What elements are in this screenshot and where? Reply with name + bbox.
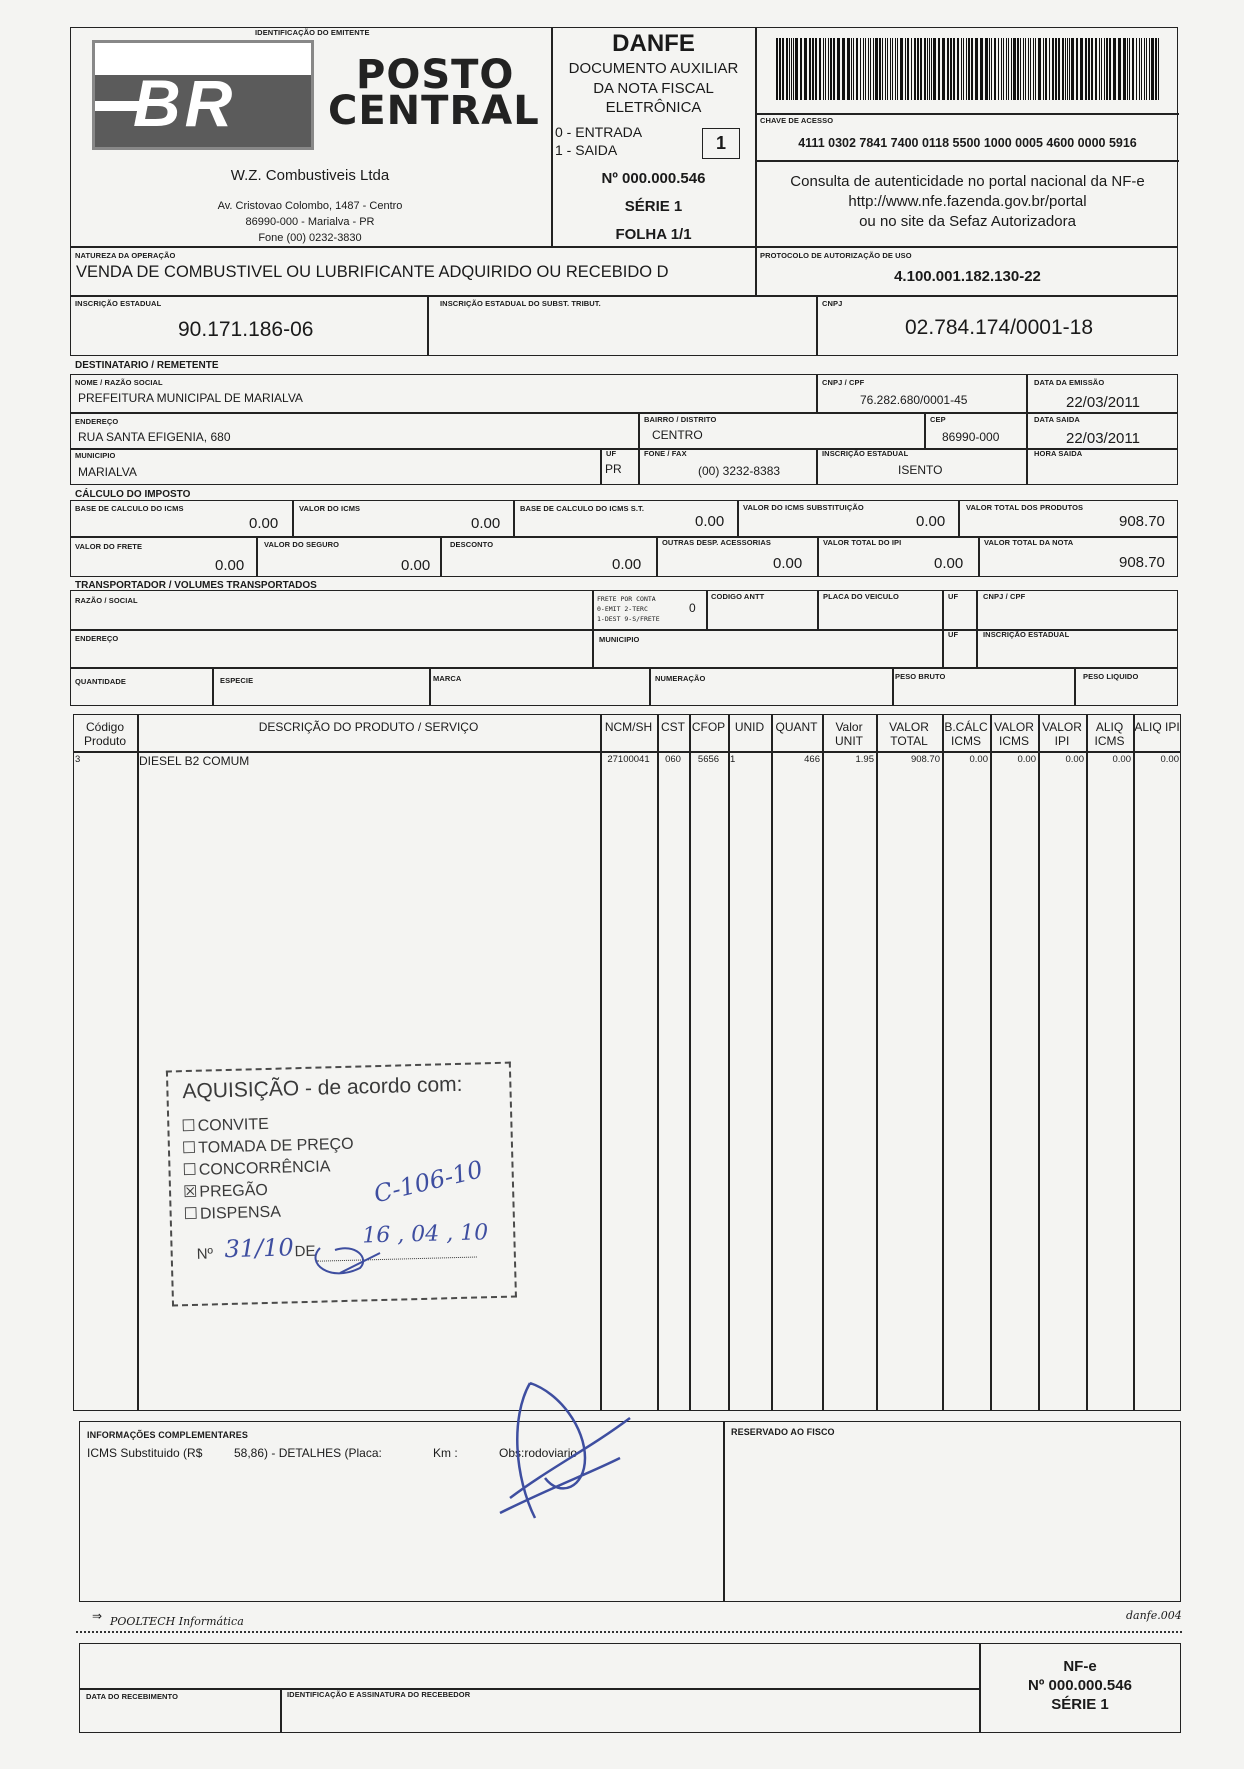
tax-section-label: CÁLCULO DO IMPOSTO [75,489,191,500]
barcode-bar [998,38,999,100]
barcode-bar [1023,38,1024,100]
operation-type-value: 1 [715,133,726,153]
barcode-bar [885,38,886,100]
ipi-total-value: 0.00 [934,555,964,572]
barcode-bar [1033,38,1034,100]
danfe-subtitle1: DOCUMENTO AUXILIAR [568,60,739,77]
cell-code: 3 [75,754,81,765]
barcode-bar [1030,38,1031,100]
column-header-ipi-value: VALOR IPI [1042,720,1082,748]
operation-type-box [702,128,740,159]
ie-value: 90.171.186-06 [178,318,314,341]
stamp-option-label: DISPENSA [199,1203,282,1223]
barcode-bar [1146,38,1147,100]
column-header-unit-value: Valor UNIT [835,720,863,748]
column-header-cst: CST [661,720,685,734]
barcode-bar [776,38,778,100]
barcode-bar [991,38,992,100]
products-total-label: VALOR TOTAL DOS PRODUTOS [966,503,1084,512]
info-label: INFORMAÇÕES COMPLEMENTARES [87,1430,248,1440]
barcode-bar [1071,38,1074,100]
brand-label: MARCA [433,674,462,683]
consult-line1: Consulta de autenticidade no portal nacional da NF-e [790,173,1145,190]
carrier-uf2-label: UF [948,630,959,639]
barcode-bar [819,38,821,100]
ie-st-label: INSCRIÇÃO ESTADUAL DO SUBST. TRIBUT. [440,299,601,308]
barcode-bar [1144,38,1145,100]
logo-text: BR [133,66,237,140]
cell-unit-value: 1.95 [855,754,874,765]
cell-quantity: 466 [804,754,820,765]
stamp-option [183,1180,268,1202]
barcode-bar [1067,38,1068,100]
column-header-icms-value: VALOR ICMS [994,720,1034,748]
cep-label: CEP [930,415,946,424]
cell-ipi-rate: 0.00 [1160,754,1179,765]
access-key-value: 4111 0302 7841 7400 0118 5500 1000 0005 4600 0000 5916 [798,136,1137,150]
stamp-option-label: CONVITE [197,1115,270,1135]
cell-total-value: 908.70 [910,754,940,765]
stamp-checkbox: ☒ [182,1183,198,1202]
nature-label: NATUREZA DA OPERAÇÃO [75,251,176,260]
company-name: W.Z. Combustiveis Ltda [230,167,390,184]
carrier-city-label: MUNICIPIO [599,635,640,644]
invoice-sheet: FOLHA 1/1 [615,226,692,243]
barcode-bar [1043,38,1044,100]
barcode-bar [1113,38,1116,100]
info-text4: Obs:rodoviario [499,1446,578,1460]
danfe-subtitle3: ELETRÔNICA [605,99,702,116]
barcode-bar [1109,38,1111,100]
barcode-bar [1141,38,1142,100]
info-text3: Km : [433,1446,458,1460]
nfe-number: Nº 000.000.546 [1028,1677,1132,1694]
barcode-bar [1085,38,1087,100]
net-weight-label: PESO LIQUIDO [1083,672,1139,681]
stamp-title: AQUISIÇÃO - de acordo com: [182,1072,463,1104]
recipient-section-label: DESTINATARIO / REMETENTE [75,360,219,371]
barcode-bar [897,38,898,100]
stamp-handwritten-date: 16 , 04 , 10 [361,1220,489,1249]
barcode-bar [907,38,909,100]
carrier-address-label: ENDEREÇO [75,634,119,643]
icms-value: 0.00 [471,515,501,532]
cell-unit: 1 [730,754,736,765]
barcode-bar [911,38,912,100]
barcode-bar [1062,38,1064,100]
recipient-cnpj-value: 76.282.680/0001-45 [860,393,968,407]
barcode-bar [863,38,864,100]
carrier-uf-label: UF [948,592,959,601]
barcode-bar [800,38,802,100]
protocol-label: PROTOCOLO DE AUTORIZAÇÃO DE USO [760,251,912,260]
barcode-bar [847,38,850,100]
barcode-bar [1011,38,1012,100]
barcode-bar [1091,38,1093,100]
recipient-cnpj-label: CNPJ / CPF [822,378,865,387]
exit-time-label: HORA SAIDA [1034,449,1083,458]
cell-icms-rate: 0.00 [1112,754,1131,765]
bc-icms-value: 0.00 [249,515,279,532]
barcode-bar [931,38,932,100]
barcode-bar [900,38,903,100]
danfe-title: DANFE [612,30,695,57]
barcode-bar [1076,38,1078,100]
invoice-total-label: VALOR TOTAL DA NOTA [984,538,1074,547]
barcode-bar [933,38,936,100]
stamp-checkbox: ☐ [181,1117,196,1136]
barcode-bar [865,38,866,100]
freight-mode-value: 0 [689,601,696,615]
column-header-icms-rate: ALIQ ICMS [1094,720,1125,748]
carrier-cnpj-label: CNPJ / CPF [983,592,1026,601]
barcode-bar [1003,38,1004,100]
barcode-bar [873,38,874,100]
barcode-bar [1139,38,1140,100]
barcode-bar [1013,38,1016,100]
barcode-bar [1045,38,1047,100]
barcode-bar [1058,38,1060,100]
barcode-bar [882,38,883,100]
receipt-signature-label: IDENTIFICAÇÃO E ASSINATURA DO RECEBEDOR [287,1690,471,1699]
barcode-bar [870,38,871,100]
consult-line2: http://www.nfe.fazenda.gov.br/portal [848,193,1087,210]
uf-label: UF [606,449,617,458]
phone-value: (00) 3232-8383 [698,464,781,478]
exit-date-value: 22/03/2011 [1066,430,1140,447]
barcode-bar [779,38,781,100]
city-label: MUNICIPIO [75,451,116,460]
brand-line2: CENTRAL [328,88,540,134]
exit-date-label: DATA SAIDA [1034,415,1080,424]
barcode-bar [823,38,824,100]
plate-label: PLACA DO VEICULO [823,592,899,601]
numbering-label: NUMERAÇÃO [655,674,706,683]
consult-line3: ou no site da Sefaz Autorizadora [859,213,1076,230]
other-expenses-label: OUTRAS DESP. ACESSORIAS [662,538,771,547]
barcode-bar [795,38,798,100]
barcode-bar [1065,38,1066,100]
exit-option: 1 - SAIDA [555,142,618,158]
barcode-bar [938,38,940,100]
company-phone: Fone (00) 0232-3830 [258,232,362,244]
barcode-bar [947,38,949,100]
freight-mode-line3: 1-DEST 9-S/FRETE [597,615,660,623]
barcode-bar [789,38,790,100]
bc-st-value: 0.00 [695,513,725,530]
company-address1: Av. Cristovao Colombo, 1487 - Centro [217,200,403,212]
district-label: BAIRRO / DISTRITO [644,415,717,424]
column-header-unit: UNID [734,720,765,734]
barcode-bar [1132,38,1134,100]
barcode-bar [1099,38,1100,100]
barcode-bar [914,38,916,100]
recipient-address-label: ENDEREÇO [75,417,119,426]
stamp-option-label: TOMADA DE PREÇO [198,1135,354,1157]
nfe-series: SÉRIE 1 [1051,1696,1109,1713]
barcode-bar [985,38,988,100]
icms-st-label: VALOR DO ICMS SUBSTITUIÇÃO [743,503,864,512]
barcode-bar [1038,38,1041,100]
column-header-ncm: NCM/SH [604,720,653,734]
barcode-bar [786,38,788,100]
stamp-option [182,1156,330,1180]
invoice-total-value: 908.70 [1119,554,1165,571]
barcode-bar [1127,38,1128,100]
insurance-label: VALOR DO SEGURO [264,540,340,549]
cnpj-value: 02.784.174/0001-18 [905,316,1094,339]
recipient-name-value: PREFEITURA MUNICIPAL DE MARIALVA [78,391,303,405]
barcode-bar [828,38,829,100]
stamp-checkbox: ☐ [181,1139,197,1158]
info-text2: 58,86) - DETALHES (Placa: [234,1446,382,1460]
barcode-bar [971,38,973,100]
protocol-value: 4.100.001.182.130-22 [894,268,1041,285]
column-header-ipi-rate: ALIQ IPI [1134,720,1180,734]
barcode-bar [875,38,878,100]
company-address2: 86990-000 - Marialva - PR [245,216,375,228]
info-text1: ICMS Substituido (R$ [87,1446,203,1460]
barcode-bar [851,38,852,100]
freight-mode-line1: FRETE POR CONTA [597,595,656,603]
stamp-number-prefix: Nº [196,1245,214,1263]
recipient-address-value: RUA SANTA EFIGENIA, 680 [78,430,231,444]
barcode-bar [924,38,926,100]
barcode-bar [1129,38,1130,100]
barcode-bar [989,38,990,100]
stamp-handwritten-ref: C-106-10 [371,1155,486,1209]
barcode-bar [812,38,814,100]
barcode-bar [791,38,792,100]
stamp-signature-scribble [300,1228,390,1288]
barcode-bar [953,38,955,100]
barcode-bar [793,38,794,100]
emitter-section-label: IDENTIFICAÇÃO DO EMITENTE [255,28,370,37]
barcode-bar [809,38,811,100]
transport-section-label: TRANSPORTADOR / VOLUMES TRANSPORTADOS [75,580,317,591]
stamp-handwritten-number: 31/10 [224,1233,295,1264]
receipt-date-label: DATA DO RECEBIMENTO [86,1692,179,1701]
barcode-bar [1158,38,1159,100]
freight-value: 0.00 [215,557,245,574]
barcode-bar [1095,38,1097,100]
other-expenses-value: 0.00 [773,555,803,572]
bc-icms-label: BASE DE CALCULO DO ICMS [75,504,184,513]
barcode-bar [879,38,881,100]
access-key-label: CHAVE DE ACESSO [760,116,834,125]
issue-date-value: 22/03/2011 [1066,394,1140,411]
district-value: CENTRO [652,428,703,442]
ipi-total-label: VALOR TOTAL DO IPI [823,538,902,547]
cut-line [76,1631,1182,1633]
city-value: MARIALVA [78,465,137,479]
barcode-bar [895,38,896,100]
cell-ncm: 27100041 [607,754,650,765]
barcode-bar [782,38,784,100]
barcode-bar [961,38,962,100]
barcode-bar [1151,38,1154,100]
barcode-bar [929,38,930,100]
antt-label: CODIGO ANTT [711,592,765,601]
stamp-checkbox: ☐ [182,1161,198,1180]
barcode-bar [825,38,826,100]
barcode-bar [868,38,869,100]
software-icon: ⇒ [92,1609,103,1623]
barcode-bar [1020,38,1021,100]
invoice-series: SÉRIE 1 [624,198,683,215]
barcode-bar [1155,38,1157,100]
fisco-label: RESERVADO AO FISCO [731,1427,835,1437]
invoice-number: Nº 000.000.546 [601,170,706,187]
carrier-ie-label: INSCRIÇÃO ESTADUAL [983,630,1070,639]
species-label: ESPECIE [220,676,254,685]
barcode-bar [890,38,891,100]
column-header-description: DESCRIÇÃO DO PRODUTO / SERVIÇO [258,720,479,734]
barcode-bar [892,38,893,100]
barcode-bar [1136,38,1137,100]
freight-mode-line2: 0-EMIT 2-TERC [597,605,648,613]
carrier-name-label: RAZÃO / SOCIAL [75,596,138,605]
cell-bc-icms: 0.00 [969,754,988,765]
form-code: danfe.004 [1126,1609,1182,1622]
barcode-bar [1035,38,1036,100]
barcode-bar [1106,38,1108,100]
barcode-bar [1118,38,1121,100]
barcode-bar [1008,38,1009,100]
column-header-cfop: CFOP [691,720,726,734]
gross-weight-label: PESO BRUTO [895,672,946,681]
cell-ipi-value: 0.00 [1065,754,1084,765]
barcode-bar [1104,38,1105,100]
barcode-bar [1017,38,1019,100]
barcode-bar [1149,38,1150,100]
recipient-ie-label: INSCRIÇÃO ESTADUAL [822,449,909,458]
access-key-barcode [776,38,1159,100]
barcode-bar [927,38,928,100]
barcode-bar [942,38,945,100]
stamp-option-label: PREGÃO [199,1181,269,1201]
barcode-bar [837,38,840,100]
barcode-bar [1101,38,1102,100]
barcode-bar [815,38,817,100]
discount-label: DESCONTO [450,540,494,549]
phone-label: FONE / FAX [644,449,687,458]
barcode-bar [950,38,952,100]
barcode-bar [1001,38,1002,100]
barcode-bar [1080,38,1083,100]
freight-label: VALOR DO FRETE [75,542,143,551]
issue-date-label: DATA DA EMISSÃO [1034,378,1105,387]
stamp-option [181,1114,269,1136]
ie-label: INSCRIÇÃO ESTADUAL [75,299,162,308]
br-logo [92,40,314,150]
barcode-bar [968,38,970,100]
software-credit: POOLTECH Informática [110,1615,244,1628]
cell-description: DIESEL B2 COMUM [139,754,250,768]
cell-cfop: 5656 [697,754,720,765]
icms-st-value: 0.00 [916,513,946,530]
icms-label: VALOR DO ICMS [299,504,361,513]
quantity-label: QUANTIDADE [75,677,126,686]
column-header-bc-icms: B.CÁLC ICMS [944,720,988,748]
barcode-bar [1025,38,1026,100]
barcode-bar [860,38,861,100]
barcode-bar [1052,38,1054,100]
column-header-total-value: VALOR TOTAL [889,720,929,748]
barcode-bar [994,38,996,100]
barcode-bar [853,38,854,100]
stamp-date-prefix: DE [294,1242,316,1261]
cell-icms-value: 0.00 [1017,754,1036,765]
brand-line1: POSTO [356,52,515,98]
cep-value: 86990-000 [942,430,1000,444]
bc-st-label: BASE DE CALCULO DO ICMS S.T. [520,504,645,513]
cnpj-label: CNPJ [822,299,843,308]
barcode-bar [804,38,807,100]
barcode-bar [957,38,959,100]
entry-option: 0 - ENTRADA [555,124,643,140]
stamp-option-label: CONCORRÊNCIA [198,1158,331,1179]
insurance-value: 0.00 [401,557,431,574]
discount-value: 0.00 [612,556,642,573]
stamp-checkbox: ☐ [183,1205,199,1224]
nature-value: VENDA DE COMBUSTIVEL OU LUBRIFICANTE ADQUIRIDO OU RECEBIDO D [76,263,669,281]
barcode-bar [887,38,888,100]
barcode-bar [833,38,835,100]
barcode-bar [842,38,845,100]
barcode-bar [1049,38,1050,100]
recipient-name-label: NOME / RAZÃO SOCIAL [75,378,163,387]
barcode-bar [905,38,906,100]
nfe-label: NF-e [1063,1658,1097,1675]
column-header-quantity: QUANT [775,720,818,734]
barcode-bar [966,38,967,100]
stamp-option [183,1202,281,1225]
barcode-bar [1028,38,1029,100]
barcode-bar [830,38,832,100]
barcode-bar [975,38,978,100]
uf-value: PR [605,462,622,476]
cell-cst: 060 [665,754,681,765]
barcode-bar [917,38,919,100]
barcode-bar [1088,38,1090,100]
barcode-bar [1006,38,1007,100]
handwritten-signature [490,1378,640,1538]
danfe-subtitle2: DA NOTA FISCAL [593,80,714,97]
barcode-bar [963,38,964,100]
products-total-value: 908.70 [1119,513,1165,530]
recipient-ie-value: ISENTO [898,463,943,477]
barcode-bar [856,38,858,100]
barcode-bar [980,38,983,100]
barcode-bar [1055,38,1057,100]
barcode-bar [1123,38,1126,100]
barcode-bar [1069,38,1070,100]
barcode-bar [920,38,922,100]
column-header-code: Código Produto [83,720,127,748]
